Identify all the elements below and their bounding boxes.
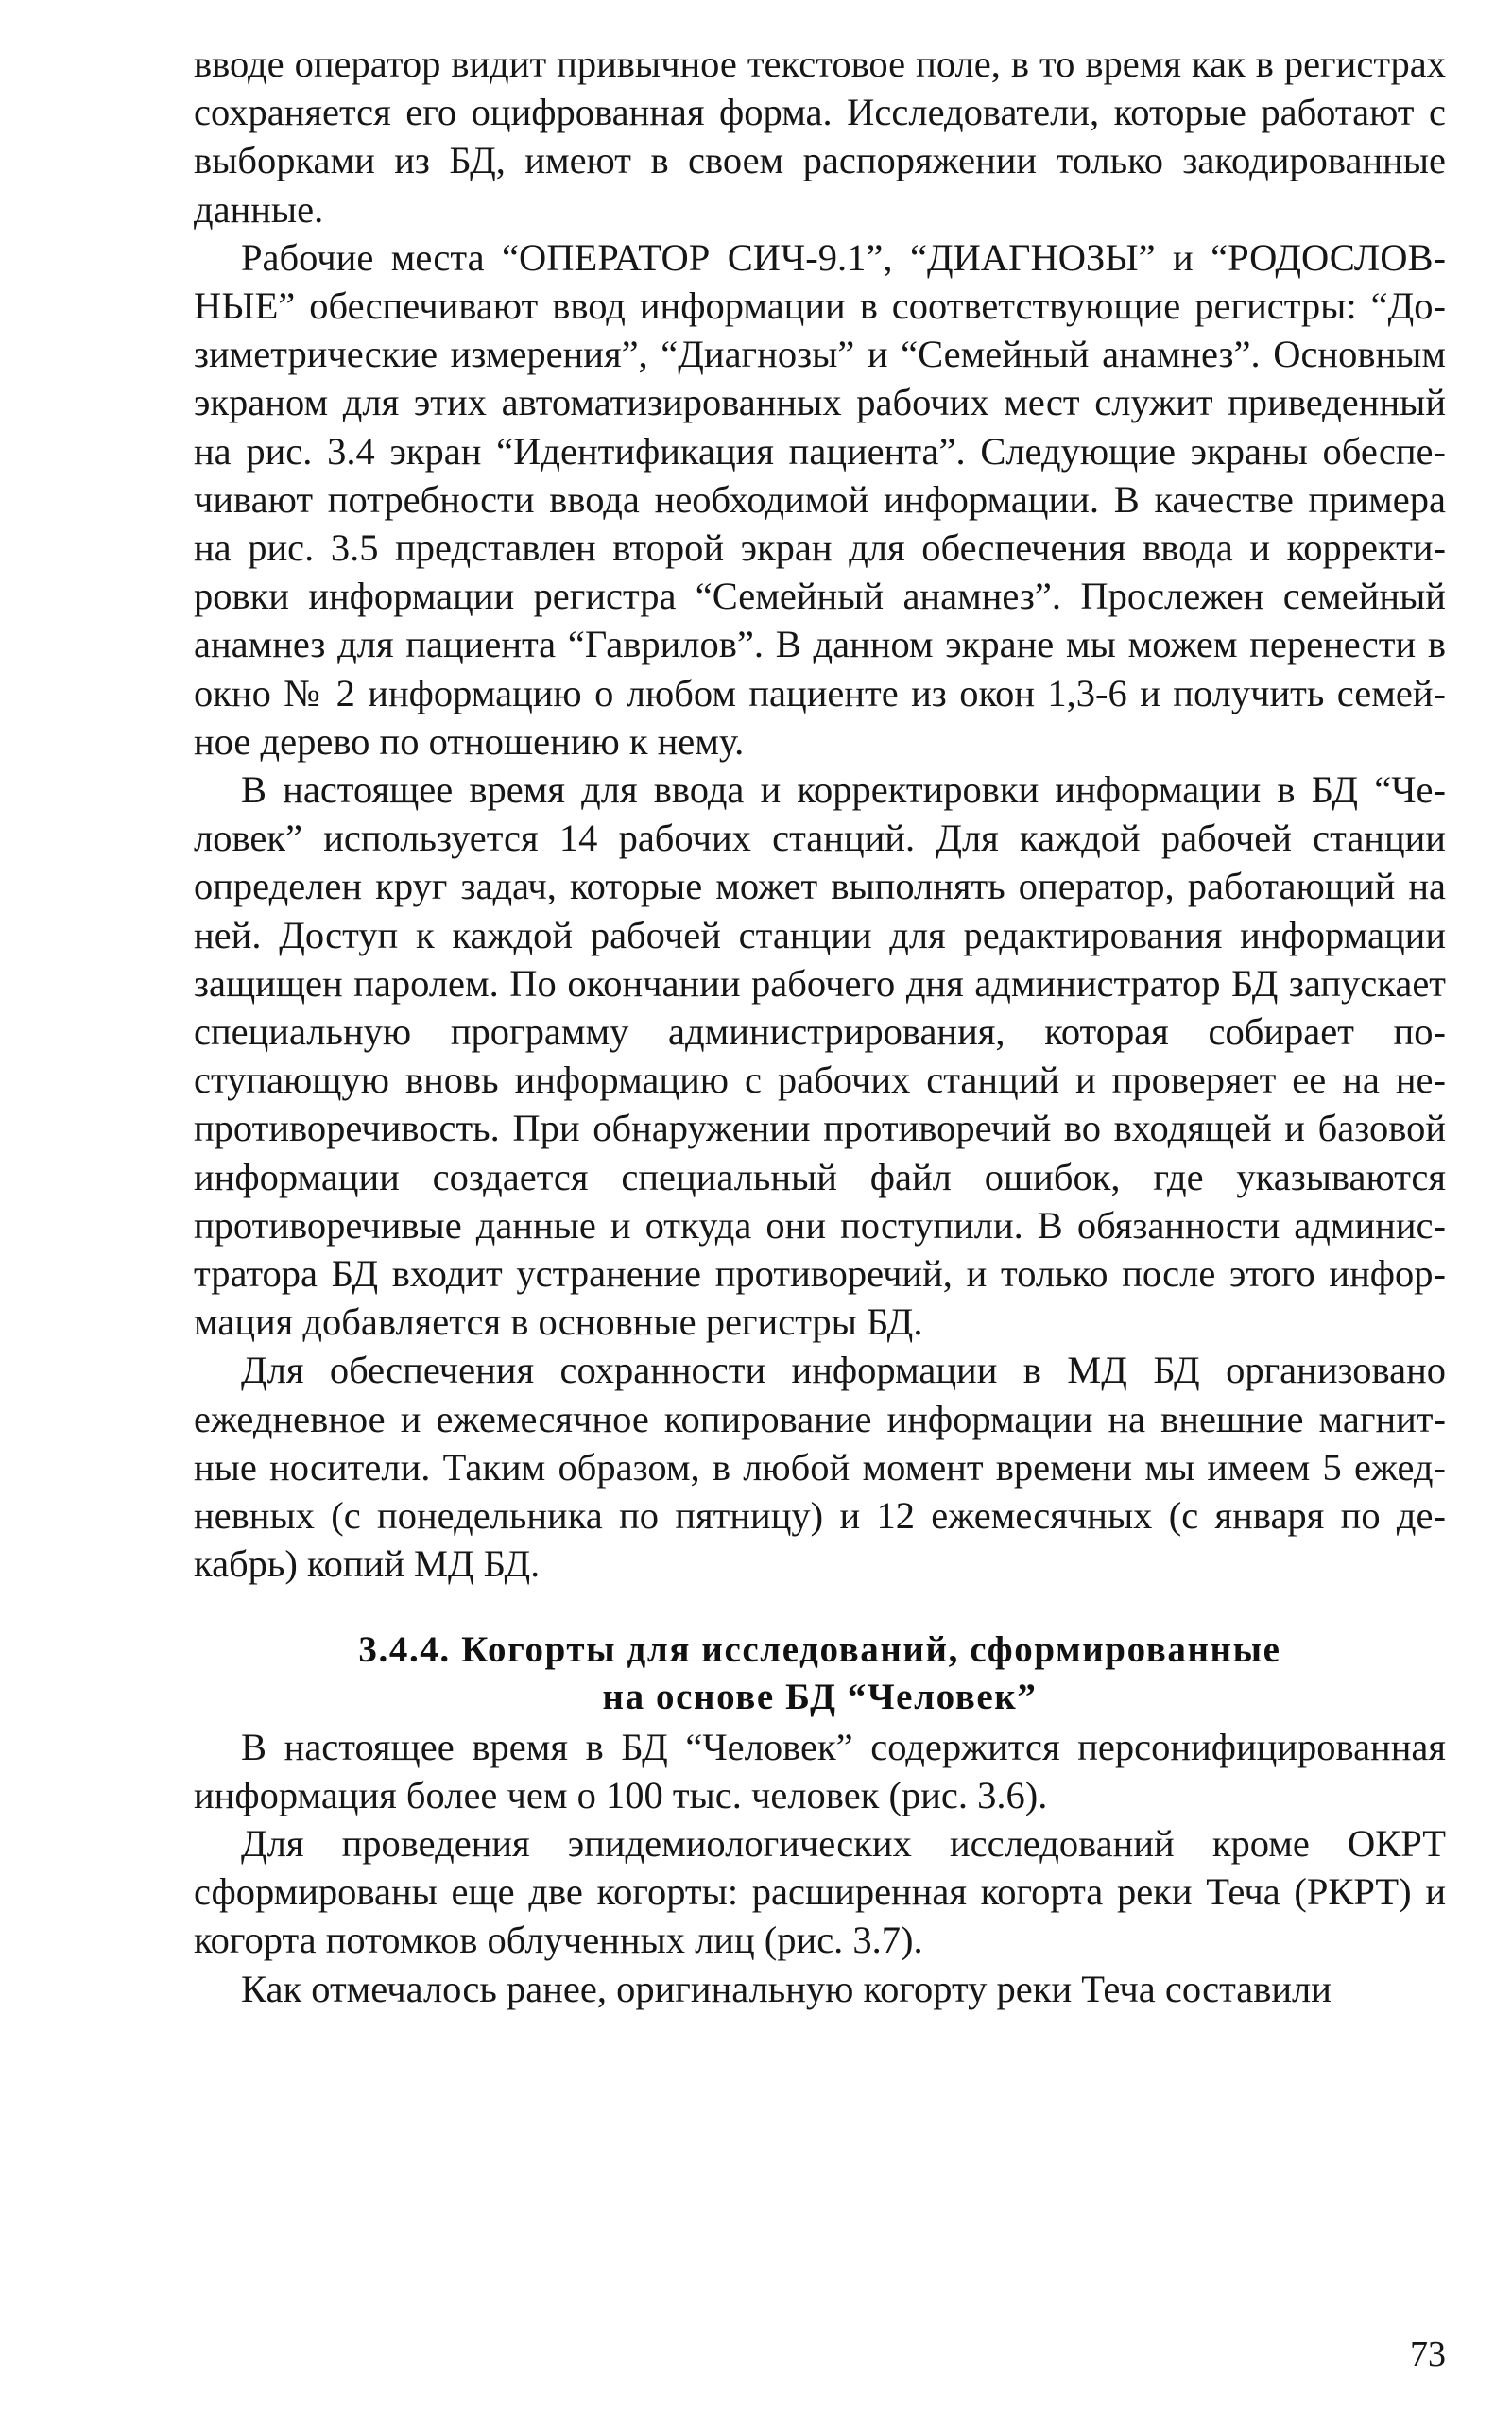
section-heading-line-2: на основе БД “Человек” — [602, 1676, 1038, 1717]
paragraph-original-cohort: Как отмечалось ранее, оригинальную когорту реки Теча составили — [241, 1967, 1332, 2010]
body-text — [194, 40, 1446, 2013]
page-number: 73 — [1410, 2334, 1446, 2374]
section-heading — [194, 1627, 1446, 1721]
section-heading-line-1: 3.4.4. Когорты для исследований, сформированные — [358, 1628, 1281, 1670]
paragraph-backup: Для обеспечения сохранности информации в МД БД организовано ежедневное и ежемесячное копирование информации на внешние магнитные носители. Таким образом, в любой момент времени мы имеем 5 ежедневных (с понедельника по пятницу) и 12 ежемесячных (с января по декабрь) копий МД БД. — [194, 1349, 1446, 1586]
paragraph-cohorts: Для проведения эпидемиологических исследований кроме ОКРТ сформированы еще две когорты: расширенная когорта реки Теча (РКРТ) и когорта потомков облученных лиц (рис. 3.7). — [194, 1821, 1446, 1962]
paragraph-workstations: Рабочие места “ОПЕРАТОР СИЧ-9.1”, “ДИАГНОЗЫ” и “РОДОСЛОВНЫЕ” обеспечивают ввод информации в соответствующие регистры: “Дозиметрические измерения”, “Диагнозы” и “Семейный анамнез”. Основным экраном для этих автоматизированных рабочих мест служит приведенный на рис. 3.4 экран “Идентификация пациента”. Следующие экраны обеспечивают потребности ввода необходимой информации. В качестве примера на рис. 3.5 представлен второй экран для обеспечения ввода и корректировки информации регистра “Семейный анамнез”. Прослежен семейный анамнез для пациента “Гаврилов”. В данном экране мы можем перенести в окно № 2 информацию о любом пациенте из окон 1,3-6 и получить семейное дерево по отношению к нему. — [194, 235, 1446, 763]
paragraph-data-entry: В настоящее время для ввода и корректировки информации в БД “Человек” используется 14 рабочих станций. Для каждой рабочей станции определен круг задач, которые может выполнять оператор, работающий на ней. Доступ к каждой рабочей станции для редактирования информации защищен паролем. По окончании рабочего дня администратор БД запускает специальную программу администрирования, которая собирает поступающую вновь информацию с рабочих станций и проверяет ее на непротиворечивость. При обнаружении противоречий во входящей и базовой информации создается специальный файл ошибок, где указываются противоречивые данные и откуда они поступили. В обязанности администратора БД входит устранение противоречий, и только после этого информация добавляется в основные регистры БД. — [194, 768, 1446, 1344]
paragraph-database-size: В настоящее время в БД “Человек” содержится персонифицированная информация более чем о 100 тыс. человек (рис. 3.6). — [194, 1725, 1446, 1816]
paragraph-continuation: вводе оператор видит привычное текстовое поле, в то время как в регистрах сохраняется его оцифрованная форма. Исследователи, которые работают с выборками из БД, имеют в своем распоряжении только закодированные данные. — [194, 43, 1446, 231]
